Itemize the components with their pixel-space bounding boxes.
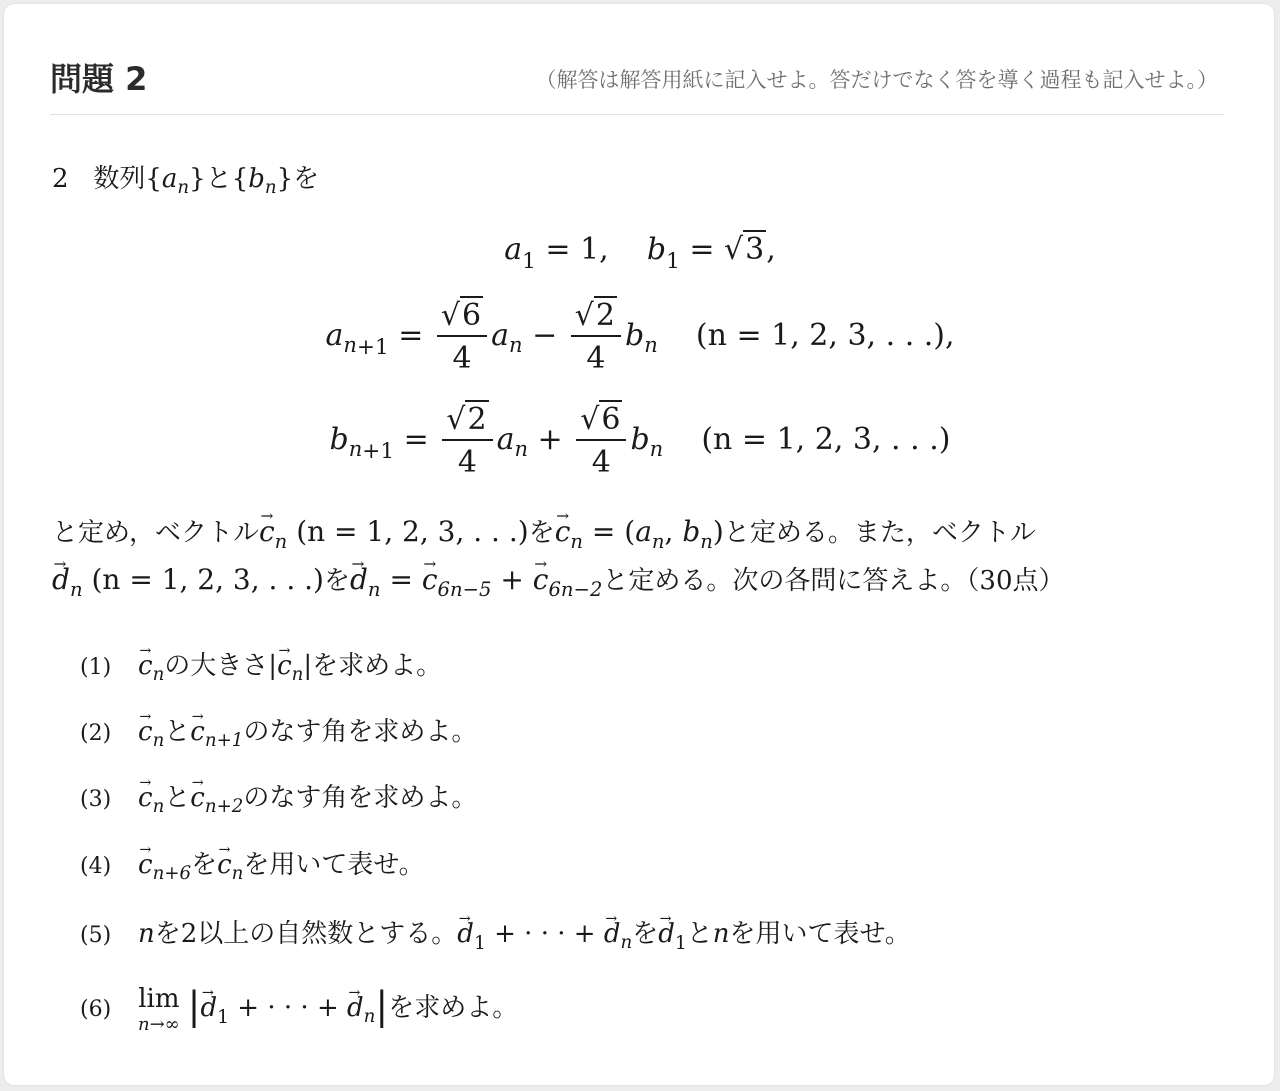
problem-title: 問題 2 — [50, 60, 148, 98]
question-3: $(3)\to c_n$と→ $c_{n+2}$のなす角を求めよ。 — [80, 777, 477, 814]
question-4: $(4)\to c_{n+6}$を→ $c_n$を用いて表せ。 — [80, 844, 425, 881]
definition-line-2: → $d_n$ (n = 1, 2, 3, . . .)を→ $d_n$ = → $c_{6n-5}$ + → $c_{6n-2}$と定める。次の各問に答えよ。（30点） — [52, 560, 1065, 597]
recurrence-b-equation: $b_{n+1}$ = $\frac{√2}{4}$ $a_n$ + $\frac{√6}{4}$ $b_n$ (n = 1, 2, 3, . . .) — [329, 402, 951, 480]
question-6: (6) lim n→∞ |→ $d_1$ + · · · + → $d_n|$を求めよ。 — [80, 984, 518, 1035]
question-1: $(1)\to c_n$の大きさ|→ $c_n|$を求めよ。 — [80, 645, 442, 682]
question-2: $(2)\to c_n$と→ $c_{n+1}$のなす角を求めよ。 — [80, 711, 477, 748]
problem-intro: 2 数列$\{a_n\}$と$\{b_n\}$を — [52, 164, 320, 199]
definition-line-1: と定め，ベクトル→ $c_n$ (n = 1, 2, 3, . . .)を→ $c_n = (a_n$, $b_n$)と定める。また，ベクトル — [52, 512, 1036, 549]
limit-operator: lim n→∞ — [138, 984, 180, 1035]
initial-values-equation: $a_1 = 1$, $b_1 = √3$, — [504, 232, 776, 274]
answer-instructions: （解答は解答用紙に記入せよ。答だけでなく答を導く過程も記入せよ。） — [535, 68, 1218, 92]
problem-header — [50, 48, 1224, 115]
recurrence-a-equation: $a_{n+1}$ = $\frac{√6}{4}$ $a_n$ − $\frac{√2}{4}$ $b_n$ (n = 1, 2, 3, . . .), — [325, 298, 955, 376]
problem-number: 2 — [52, 164, 69, 194]
question-5: (5) nを2以上の自然数とする。→ $d_1$ + · · · + → $d_n$を→ $d_1$とnを用いて表せ。 — [80, 913, 911, 950]
